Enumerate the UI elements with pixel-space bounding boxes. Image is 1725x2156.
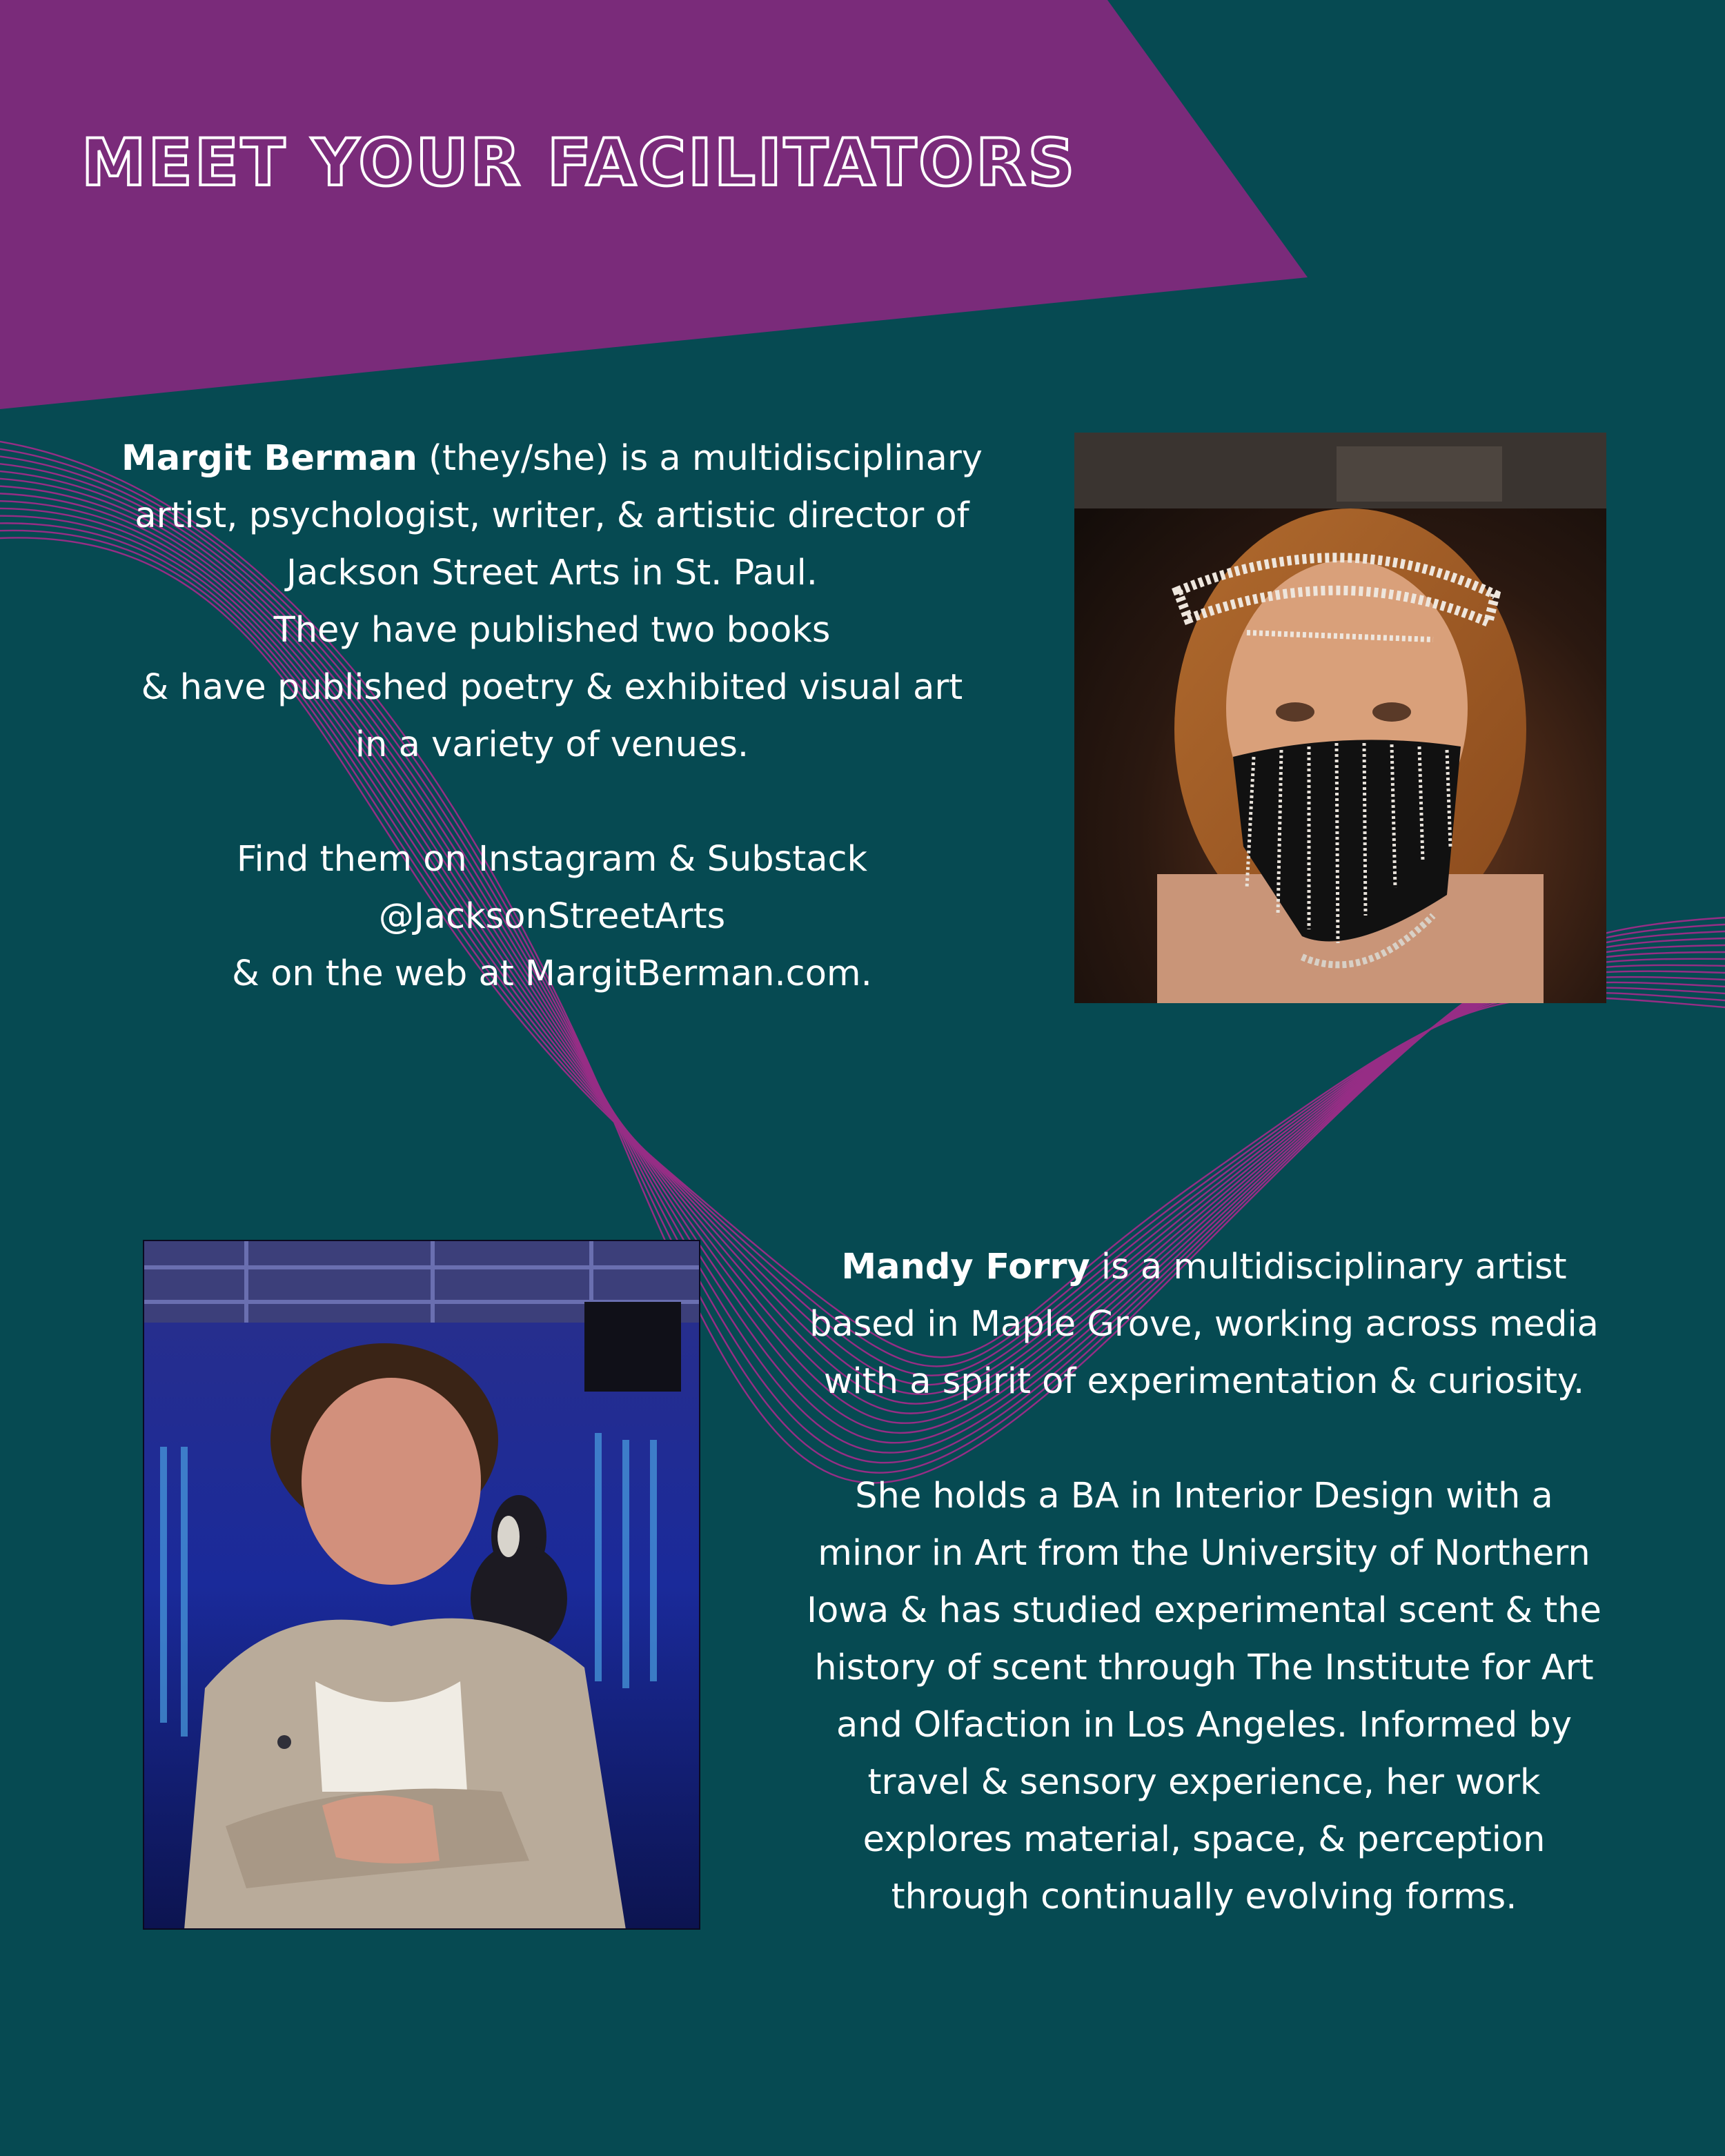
bio-line: Jackson Street Arts in St. Paul.: [286, 553, 818, 593]
bio-line: Iowa & has studied experimental scent & the: [807, 1590, 1601, 1631]
bio-line: [783, 1238, 1625, 1296]
page-title: MEET YOUR FACILITATORS: [81, 126, 1077, 201]
bio-text: (they/she) is a multidisciplinary: [417, 438, 983, 479]
contact-handle: @JacksonStreetArts: [378, 896, 726, 937]
bio-line: artist, psychologist, writer, & artistic director of: [135, 495, 969, 536]
bio-line: in a variety of venues.: [355, 724, 749, 765]
bio-line: explores material, space, & perception: [862, 1819, 1546, 1860]
heading-banner: [0, 0, 1308, 409]
bio-line: history of scent through The Institute for Art: [814, 1648, 1594, 1688]
bio-line: and Olfaction in Los Angeles. Informed by: [836, 1705, 1573, 1745]
photo-margit-berman: [1074, 433, 1606, 1003]
photo-mandy-forry: [143, 1240, 700, 1930]
bio-line: with a spirit of experimentation & curiosity.: [823, 1361, 1585, 1402]
bio-line: They have published two books: [273, 610, 831, 651]
bio-line: minor in Art from the University of Northern: [818, 1533, 1590, 1574]
bio-line: She holds a BA in Interior Design with a: [855, 1476, 1553, 1516]
bio-line: based in Maple Grove, working across media: [809, 1304, 1599, 1345]
facilitator-name: Margit Berman: [121, 438, 417, 479]
bio-line: [103, 430, 1000, 487]
portrait-image: [1074, 433, 1606, 1003]
paragraph-gap: [103, 773, 1000, 831]
bio-mandy-forry: [783, 1238, 1625, 1926]
bio-text: is a multidisciplinary artist: [1090, 1247, 1567, 1287]
bio-margit-berman: [103, 430, 1000, 1002]
bio-line: & have published poetry & exhibited visual art: [141, 667, 963, 708]
portrait-image: [143, 1240, 700, 1930]
bio-line: through continually evolving forms.: [891, 1877, 1517, 1917]
contact-line: Find them on Instagram & Substack: [236, 839, 868, 880]
bio-line: travel & sensory experience, her work: [867, 1762, 1541, 1803]
facilitator-name: Mandy Forry: [841, 1247, 1090, 1287]
contact-line: & on the web at MargitBerman.com.: [232, 953, 872, 994]
paragraph-gap: [783, 1410, 1625, 1467]
